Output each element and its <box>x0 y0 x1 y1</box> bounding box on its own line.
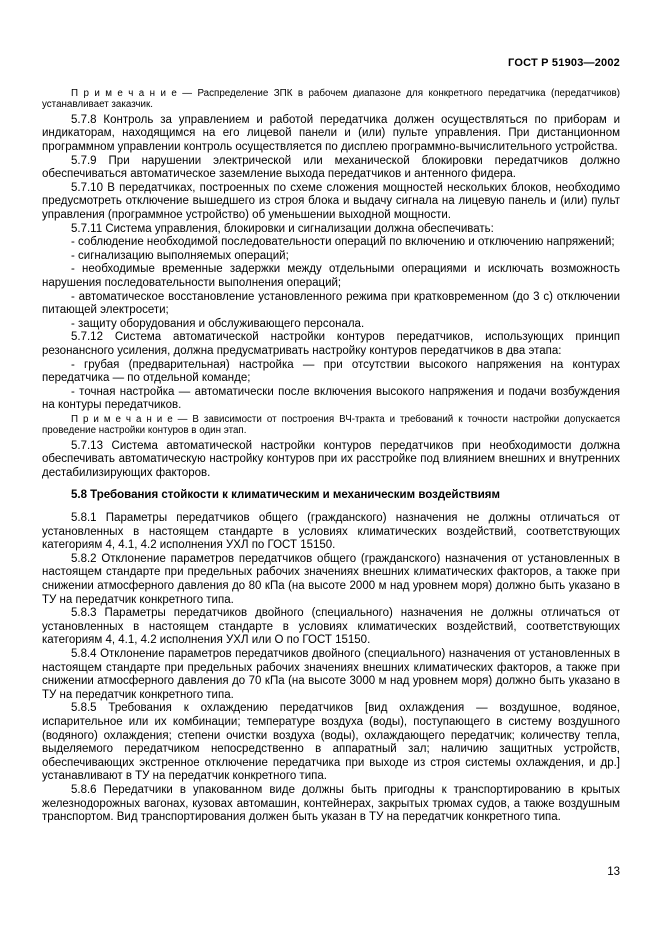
body-paragraph: 5.8.1 Параметры передатчиков общего (гражданского) назначения не должны отличаться от установленных в настоящем стандарте в условиях климатических воздействий, соответствующих категориям 4, 4.1, 4.2 исполнения УХЛ по ГОСТ 15150. <box>42 512 620 552</box>
body-paragraph: 5.7.11 Система управления, блокировки и сигнализации должна обеспечивать: <box>71 222 494 235</box>
note-paragraph: П р и м е ч а н и е — Распределение ЗПК в рабочем диапазоне для конкретного передатчика (передатчиков) устанавливает заказчик. <box>42 88 620 111</box>
section-heading: 5.8 Требования стойкости к климатическим и механическим воздействиям <box>71 489 500 502</box>
body-paragraph: 5.7.9 При нарушении электрической или механической блокировки передатчиков должно обеспечиваться автоматическое заземление выхода передатчиков и антенного фидера. <box>42 154 620 181</box>
list-item-paragraph: - сигнализацию выполняемых операций; <box>71 249 289 262</box>
list-item-paragraph: - защиту оборудования и обслуживающего персонала. <box>71 317 365 330</box>
body-paragraph: 5.7.10 В передатчиках, построенных по схеме сложения мощностей нескольких блоков, необходимо предусмотреть отключение вышедшего из строя блока и выдачу сигнала на лицевую панель и (или) пульт управления (программное устройство) об уменьшении выходной мощности. <box>42 181 620 221</box>
body-paragraph: 5.8.5 Требования к охлаждению передатчиков [вид охлаждения — воздушное, водяное, испарительное или их комбинации; температуре воздуха (воды), поступающего в систему воздушного (водяного) охлаждения; степени очистки воздуха (воды), охлаждающего передатчик; количеству тепла, выделяемого передатчиком непосредственно в аппаратный зал; наличию защитных устройств, обеспечивающих экстренное отключение передатчика при выходе из строя системы охлаждения, и др.] устанавливают в ТУ на передатчик конкретного типа. <box>42 702 620 783</box>
doc-number: ГОСТ Р 51903—2002 <box>508 57 620 69</box>
document-body <box>42 87 620 825</box>
note-paragraph: П р и м е ч а н и е — В зависимости от построения ВЧ-тракта и требований к точности настройки допускается проведение настройки контуров в один этап. <box>42 413 620 437</box>
body-paragraph: 5.8.2 Отклонение параметров передатчиков общего (гражданского) назначения от установленных в настоящем стандарте при предельных рабочих значениях внешних климатических факторов, а также при снижении атмосферного давления до 80 кПа (на высоте 2000 м над уровнем моря) должно быть указано в ТУ на передатчик конкретного типа. <box>42 552 620 606</box>
body-paragraph: 5.7.12 Система автоматической настройки контуров передатчиков, использующих принцип резонансного усиления, должна предусматривать настройку контуров передатчиков в два этапа: <box>42 331 620 357</box>
body-paragraph: 5.8.3 Параметры передатчиков двойного (специального) назначения не должны отличаться от установленных в настоящем стандарте в условиях климатических воздействий, соответствующих категориям 4, 4.1, 4.2 исполнения УХЛ или О по ГОСТ 15150. <box>42 607 620 647</box>
list-item-paragraph: - автоматическое восстановление установленного режима при кратковременном (до 3 с) отключении питающей электросети; <box>42 290 620 317</box>
list-item-paragraph: - точная настройка — автоматически после включения высокого напряжения и подачи возбуждения на контуры передатчиков. <box>42 385 620 412</box>
page-number: 13 <box>607 866 620 878</box>
list-item-paragraph: - грубая (предварительная) настройка — при отсутствии высокого напряжения на контурах передатчика — по отдельной команде; <box>42 358 620 385</box>
body-paragraph: 5.7.13 Система автоматической настройки контуров передатчиков при необходимости должна обеспечивать автоматическую настройку контуров при их расстройке под влиянием внешних и внутренних дестабилизирующих факторов. <box>42 439 620 479</box>
list-item-paragraph: - соблюдение необходимой последовательности операций по включению и отключению напряжений; <box>71 236 615 249</box>
body-paragraph: 5.8.6 Передатчики в упакованном виде должны быть пригодны к транспортированию в крытых железнодорожных вагонах, кузовах автомашин, контейнерах, закрытых трюмах судов, а также воздушным транспортом. Вид транспортирования должен быть указан в ТУ на передатчик конкретного типа. <box>42 783 620 824</box>
body-paragraph: 5.8.4 Отклонение параметров передатчиков двойного (специального) назначения от установленных в настоящем стандарте при предельных рабочих значениях внешних климатических факторов, а также при снижении атмосферного давления до 70 кПа (на высоте 3000 м над уровнем моря) должно быть указано в ТУ на передатчик конкретного типа. <box>42 648 620 701</box>
body-paragraph: 5.7.8 Контроль за управлением и работой передатчика должен осуществляться по приборам и индикаторам, находящимся на его лицевой панели и (или) пульте управления. При дистанционном программном управлении контроль осуществляется по дисплею программно-вычислительного устройства. <box>42 113 620 153</box>
list-item-paragraph: - необходимые временные задержки между отдельными операциями и исключать возможность нарушения последовательности выполнения операций; <box>42 263 620 289</box>
